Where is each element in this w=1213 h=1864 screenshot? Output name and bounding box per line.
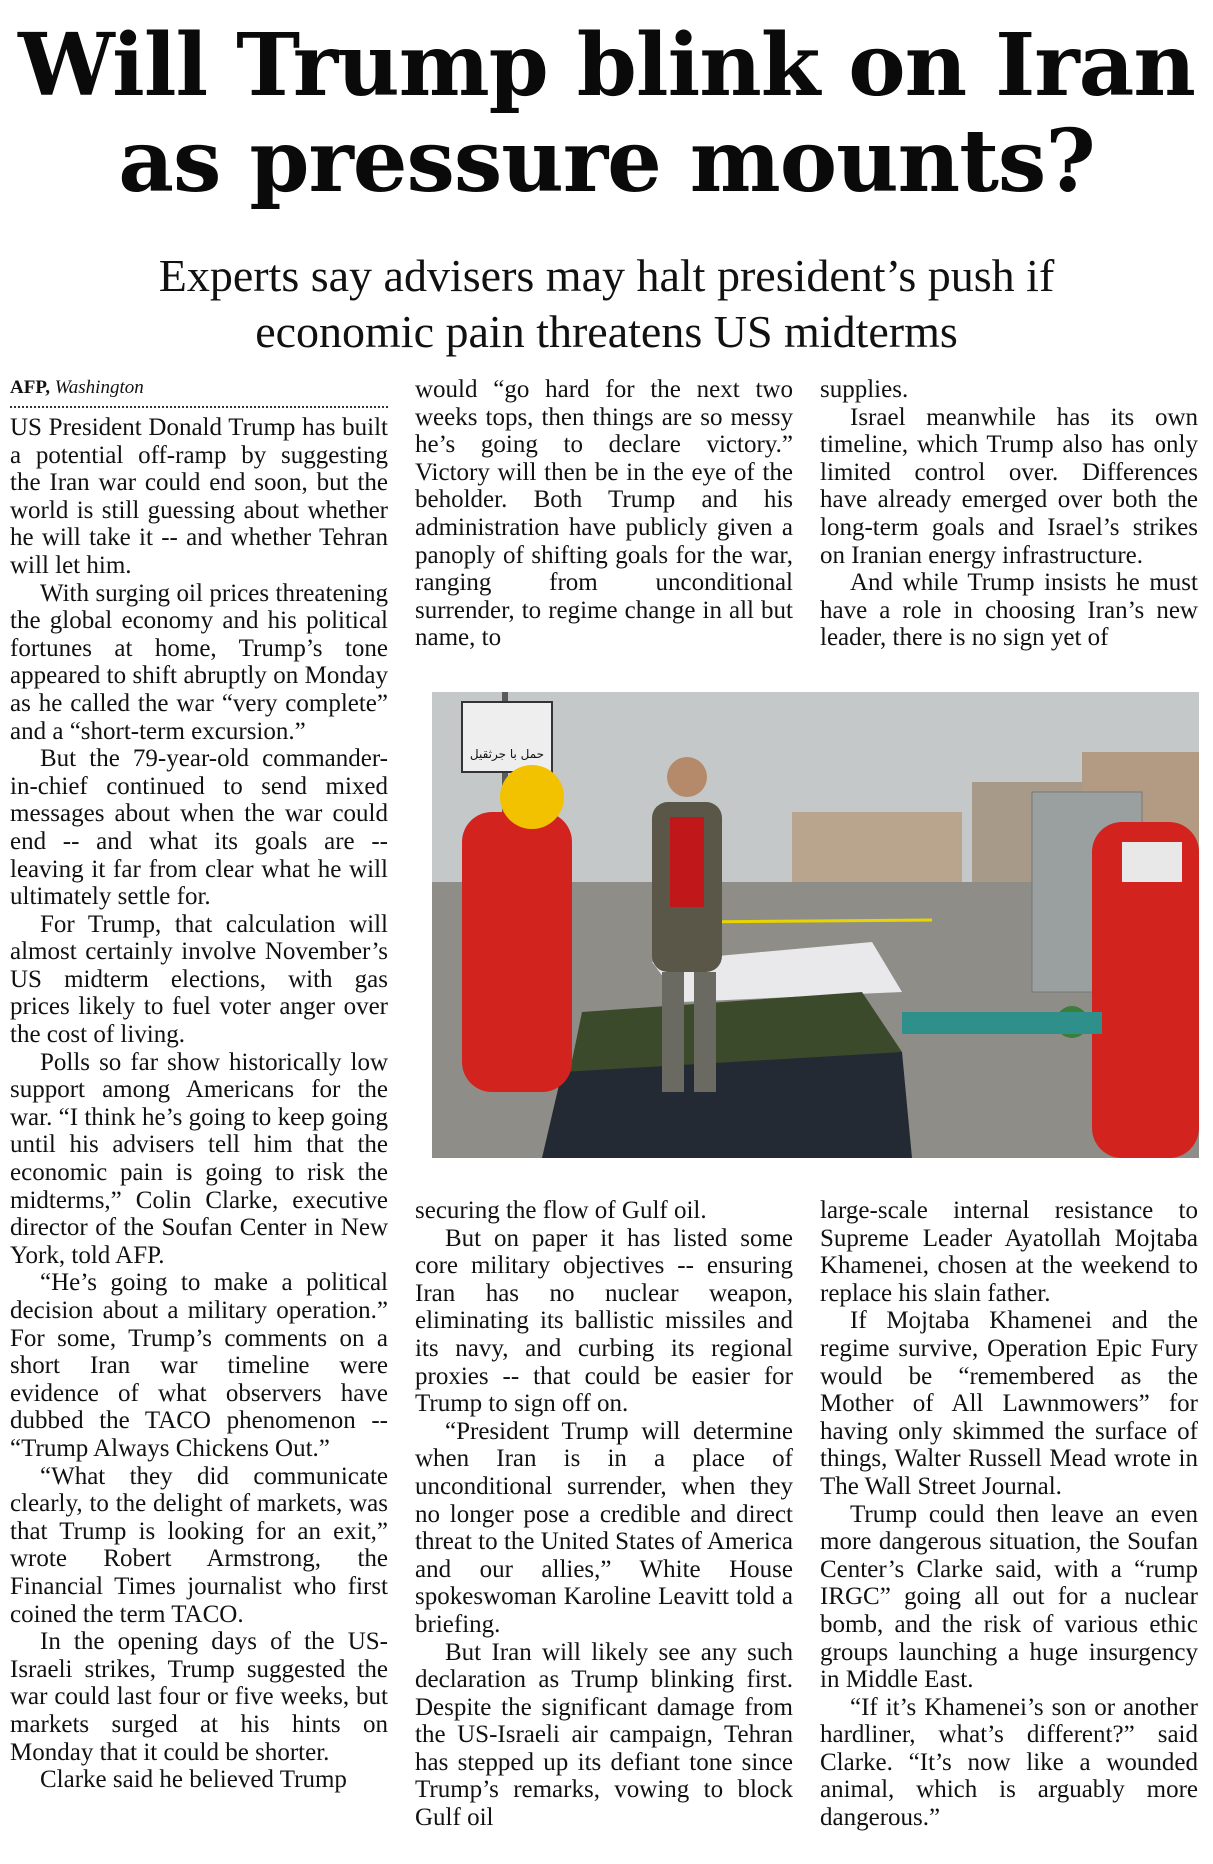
paragraph: With surging oil prices threatening the global economy and his political fortunes at home, Trump’s tone appeared to shift abruptly on Monday as he called the war “very complete” and a “short-term excursion.” bbox=[10, 579, 388, 745]
paragraph: “What they did communicate clearly, to the delight of markets, was that Trump is looking for an exit,” wrote Robert Armstrong, the Financial Times journalist who first coined the term TACO. bbox=[10, 1462, 388, 1628]
paragraph: securing the flow of Gulf oil. bbox=[415, 1197, 707, 1224]
column-3-bottom bbox=[820, 1197, 1198, 1832]
column-1 bbox=[10, 376, 388, 1794]
paragraph: Clarke said he believed Trump bbox=[40, 1766, 347, 1794]
paragraph: Trump could then leave an even more dangerous situation, the Soufan Center’s Clarke said, with a “rump IRGC” going all out for a nuclear bomb, and the risk of various ethic groups launching a huge insurgency in Middle East. bbox=[820, 1500, 1198, 1694]
news-photo bbox=[432, 692, 1199, 1158]
yellow-helmet bbox=[500, 765, 564, 829]
paragraph: In the opening days of the US-Israeli strikes, Trump suggested the war could last four or five weeks, but markets surged at his hints on Monday that it could be shorter. bbox=[10, 1628, 388, 1766]
rescue-scene-illustration bbox=[432, 692, 1199, 1158]
paragraph: Israel meanwhile has its own timeline, which Trump also has only limited control over. Differences have already emerged over both the long-term goals and Israel’s strikes on Iranian energy infrastructure. bbox=[820, 403, 1198, 569]
paragraph: If Mojtaba Khamenei and the regime survive, Operation Epic Fury would be “remembered as the Mother of All Lawnmowers” for having only skimmed the surface of things, Walter Russell Mead wrote in The Wall Street Journal. bbox=[820, 1307, 1198, 1500]
paragraph: For Trump, that calculation will almost certainly involve November’s US midterm elections, with gas prices likely to fuel voter anger over the cost of living. bbox=[10, 910, 388, 1049]
headline-line-1: Will Trump blink on Iran bbox=[18, 15, 1195, 116]
byline-place: Washington bbox=[54, 377, 144, 398]
paragraph: “President Trump will determine when Iran is in a place of unconditional surrender, when they no longer pose a credible and direct threat to the United States of America and our allies,” White House spokeswoman Karoline Leavitt told a briefing. bbox=[415, 1417, 793, 1638]
paragraph: “If it’s Khamenei’s son or another hardliner, what’s different?” said Clarke. “It’s now like a wounded animal, which is arguably more dangerous.” bbox=[820, 1693, 1198, 1832]
subheadline bbox=[0, 248, 1213, 360]
paragraph: Polls so far show historically low support among Americans for the war. “I think he’s going to keep going until his advisers tell him that the economic pain is going to risk the midterms,” Colin Clarke, executive director of the Soufan Center in New York, told AFP. bbox=[10, 1048, 388, 1269]
paragraph: US President Donald Trump has built a potential off-ramp by suggesting the Iran war could end soon, but the world is still guessing about whether he will take it -- and whether Tehran will let him. bbox=[10, 414, 388, 579]
paragraph: But the 79-year-old commander-in-chief continued to send mixed messages about when the war could end -- and what its goals are -- leaving it far from clear what he will ultimately settle for. bbox=[10, 745, 388, 911]
curb bbox=[902, 1012, 1102, 1034]
road-sign bbox=[462, 702, 552, 772]
subheadline-line-1: Experts say advisers may halt president’s push if bbox=[158, 250, 1055, 301]
reflective-stripe bbox=[1122, 842, 1182, 882]
police-tape bbox=[692, 920, 932, 922]
standing-man-head bbox=[667, 757, 707, 797]
rescue-worker-left bbox=[462, 812, 572, 1092]
headline-line-2: as pressure mounts? bbox=[118, 111, 1095, 212]
column-2-top bbox=[415, 376, 793, 652]
paragraph: But Iran will likely see any such declaration as Trump blinking first. Despite the significant damage from the US-Israeli air campaign, Tehran has stepped up its defiant tone since Trump’s remarks, vowing to block Gulf oil bbox=[415, 1638, 793, 1832]
legs bbox=[694, 972, 716, 1092]
column-2-bottom bbox=[415, 1197, 793, 1832]
paragraph: large-scale internal resistance to Supreme Leader Ayatollah Mojtaba Khamenei, chosen at the weekend to replace his slain father. bbox=[820, 1197, 1198, 1307]
subheadline-line-2: economic pain threatens US midterms bbox=[255, 306, 958, 357]
byline-agency: AFP, bbox=[10, 377, 50, 398]
legs bbox=[662, 972, 684, 1092]
byline bbox=[10, 376, 388, 408]
paragraph: “He’s going to make a political decision about a military operation.” For some, Trump’s comments on a short Iran war timeline were evidence of what observers have dubbed the TACO phenomenon -- “Trump Always Chickens Out.” bbox=[10, 1269, 388, 1462]
sign-text: حمل با جرثقیل bbox=[469, 747, 545, 761]
paragraph: would “go hard for the next two weeks tops, then things are so messy he’s going to declare victory.” Victory will then be in the eye of the beholder. Both Trump and his administration have publicly given a panoply of shifting goals for the war, ranging from unconditional surrender, to regime change in all but name, to bbox=[415, 376, 793, 652]
paragraph: And while Trump insists he must have a role in choosing Iran’s new leader, there is no sign yet of bbox=[820, 569, 1198, 652]
red-vest bbox=[670, 817, 704, 907]
headline bbox=[0, 15, 1213, 212]
background-building bbox=[792, 812, 962, 882]
column-3-top bbox=[820, 376, 1198, 652]
paragraph: supplies. bbox=[820, 376, 909, 403]
paragraph: But on paper it has listed some core military objectives -- ensuring Iran has no nuclear weapon, eliminating its ballistic missiles and its navy, and curbing its regional proxies -- that could be easier for Trump to sign off on. bbox=[415, 1224, 793, 1418]
